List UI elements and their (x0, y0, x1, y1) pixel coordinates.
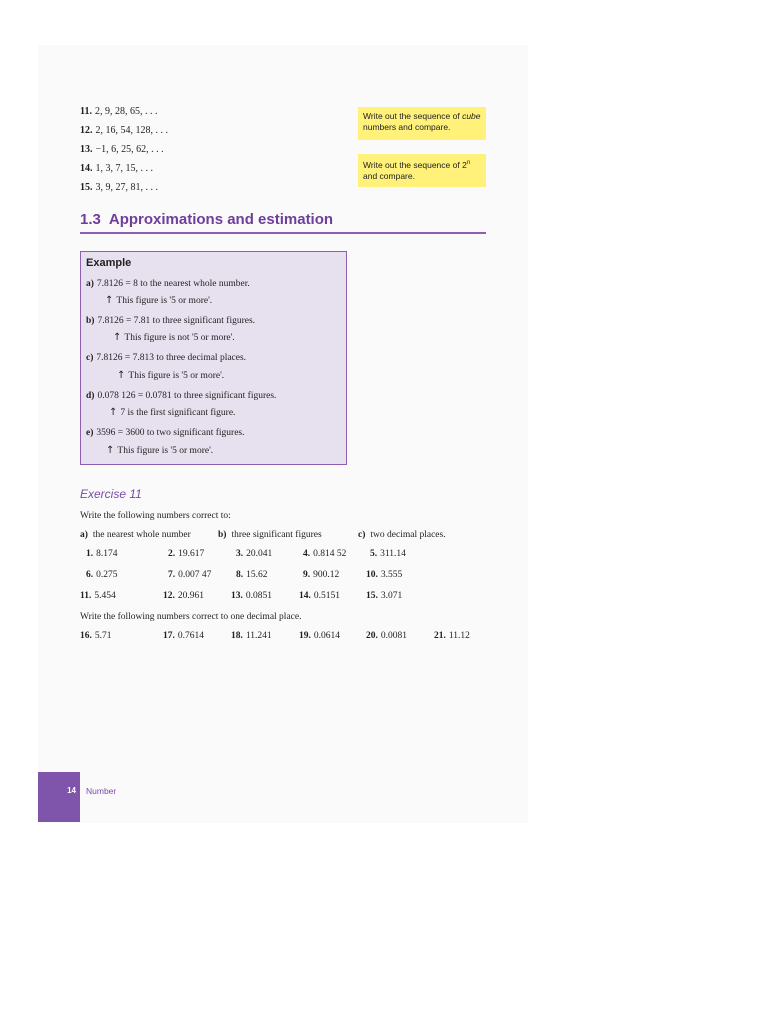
sequence-item: 11. 2, 9, 28, 65, . . . (80, 106, 158, 117)
exercise-item: 16. 5.71 (80, 631, 112, 641)
example-note-d: ↑ 7 is the first significant figure. (109, 407, 236, 418)
sequence-item: 13. −1, 6, 25, 62, . . . (80, 144, 164, 155)
example-note-b: ↑ This figure is not '5 or more'. (113, 332, 235, 343)
example-note-e: ↑ This figure is '5 or more'. (106, 445, 214, 456)
example-note-a: ↑ This figure is '5 or more'. (105, 295, 213, 306)
exercise-item: 1. 8.174 (86, 549, 118, 559)
exercise-instruction-2: Write the following numbers correct to one decimal place. (80, 612, 302, 622)
exercise-item: 12. 20.961 (163, 591, 204, 601)
hint-box-cube: Write out the sequence of cube numbers and compare. (358, 107, 486, 140)
exercise-item: 18. 11.241 (231, 631, 272, 641)
exercise-item: 20. 0.0081 (366, 631, 407, 641)
exercise-part-c: c) two decimal places. (358, 530, 446, 540)
section-heading: 1.3 Approximations and estimation (80, 210, 486, 234)
exercise-item: 11. 5.454 (80, 591, 116, 601)
page-number: 14 (67, 786, 76, 795)
exercise-item: 13. 0.0851 (231, 591, 272, 601)
exercise-item: 14. 0.5151 (299, 591, 340, 601)
chapter-label: Number (86, 786, 117, 796)
exercise-item: 2. 19.617 (168, 549, 205, 559)
exercise-heading: Exercise 11 (80, 487, 142, 501)
example-item-e: e) 3596 = 3600 to two significant figures. (86, 428, 245, 438)
sequence-item: 12. 2, 16, 54, 128, . . . (80, 125, 168, 136)
example-note-c: ↑ This figure is '5 or more'. (117, 370, 225, 381)
exercise-item: 9. 900.12 (303, 570, 340, 580)
exercise-item: 17. 0.7614 (163, 631, 204, 641)
example-title: Example (86, 257, 132, 269)
exercise-item: 15. 3.071 (366, 591, 403, 601)
sequence-item: 15. 3, 9, 27, 81, . . . (80, 182, 158, 193)
up-arrow-icon: ↑ (117, 370, 126, 381)
example-item-c: c) 7.8126 = 7.813 to three decimal places. (86, 353, 247, 363)
up-arrow-icon: ↑ (113, 332, 122, 343)
sequence-item: 14. 1, 3, 7, 15, . . . (80, 163, 153, 174)
hint-box-powers-of-two: Write out the sequence of 2$^n$ and compare. (358, 154, 486, 187)
example-item-d: d) 0.078 126 = 0.0781 to three significant figures. (86, 391, 277, 401)
exercise-part-a: a) the nearest whole number (80, 530, 191, 540)
exercise-item: 3. 20.041 (236, 549, 273, 559)
exercise-part-b: b) three significant figures (218, 530, 322, 540)
exercise-item: 19. 0.0614 (299, 631, 340, 641)
up-arrow-icon: ↑ (109, 407, 118, 418)
exercise-item: 21. 11.12 (434, 631, 470, 641)
up-arrow-icon: ↑ (105, 295, 114, 306)
example-item-b: b) 7.8126 = 7.81 to three significant figures. (86, 316, 256, 326)
page-number-tab (38, 772, 80, 822)
exercise-item: 7. 0.007 47 (168, 570, 212, 580)
exercise-item: 10. 3.555 (366, 570, 403, 580)
exercise-item: 4. 0.814 52 (303, 549, 347, 559)
exercise-instruction: Write the following numbers correct to: (80, 511, 231, 521)
up-arrow-icon: ↑ (106, 445, 115, 456)
example-item-a: a) 7.8126 = 8 to the nearest whole number. (86, 279, 250, 289)
exercise-item: 8. 15.62 (236, 570, 268, 580)
exercise-item: 6. 0.275 (86, 570, 118, 580)
exercise-item: 5. 311.14 (370, 549, 406, 559)
